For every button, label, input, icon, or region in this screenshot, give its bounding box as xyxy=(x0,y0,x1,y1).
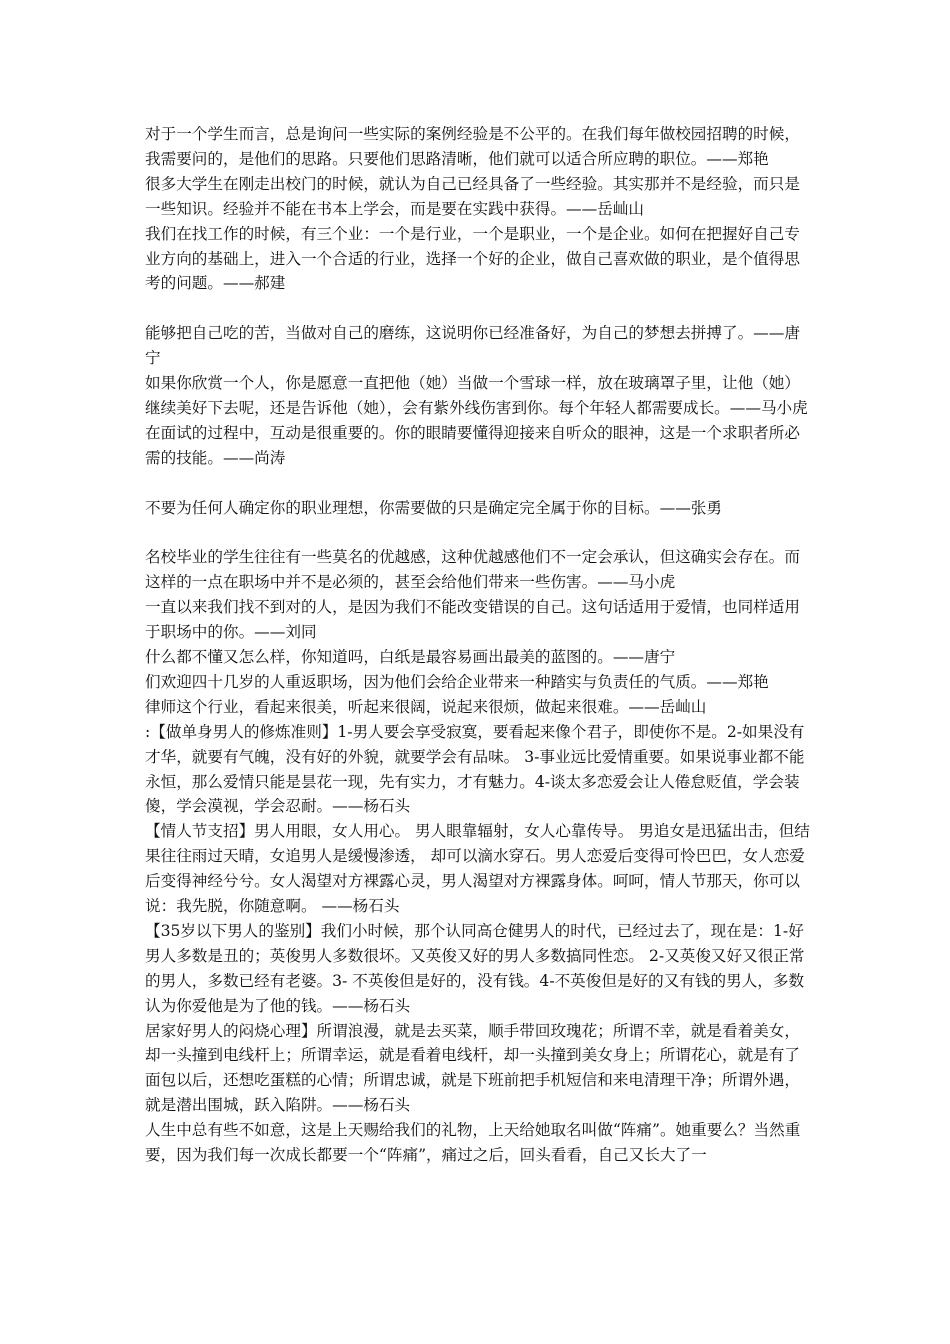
paragraph: 人生中总有些不如意，这是上天赐给我们的礼物，上天给她取名叫做“阵痛”。她重要么？当然重要，因为我们每一次成长都要一个“阵痛”，痛过之后，回头看看，自己又长大了一 xyxy=(145,1121,801,1165)
blank-line xyxy=(145,471,813,496)
paragraph: 很多大学生在刚走出校门的时候，就认为自己已经具备了一些经验。其实那并不是经验，而只是一些知识。经验并不能在书本上学会，而是要在实践中获得。——岳屾山 xyxy=(145,174,800,218)
paragraph: 律师这个行业，看起来很美，听起来很阔，说起来很烦，做起来很难。——岳屾山 xyxy=(145,697,707,716)
paragraph: 【35岁以下男人的鉴别】我们小时候，那个认同高仓健男人的时代，已经过去了，现在是：1-好男人多数是丑的；英俊男人多数很坏。又英俊又好的男人多数搞同性恋。 2-又英俊又好又很正常的男人，多数已经有老婆。3- 不英俊但是好的，没有钱。4-不英俊但是好的又有钱的男人，多数认为你爱他是为了他的钱。——杨石头 xyxy=(145,921,805,1015)
paragraph: 在面试的过程中，互动是很重要的。你的眼睛要懂得迎接来自听众的眼神，这是一个求职者所必需的技能。——尚涛 xyxy=(145,423,800,467)
paragraph: 不要为任何人确定你的职业理想，你需要做的只是确定完全属于你的目标。——张勇 xyxy=(145,498,722,517)
paragraph: 【情人节支招】男人用眼，女人用心。 男人眼靠辐射，女人心靠传导。 男追女是迅猛出击，但结果往往雨过天晴，女追男人是缓慢渗透， 却可以滴水穿石。男人恋爱后变得可怜巴巴，女人恋爱后变得神经兮兮。女人渴望对方裸露心灵，男人渴望对方裸露身体。呵呵，情人节那天，你可以说：我先脱，你随意啊。 ——杨石头 xyxy=(145,822,810,916)
paragraph: 什么都不懂又怎么样，你知道吗，白纸是最容易画出最美的蓝图的。——唐宁 xyxy=(145,647,676,666)
blank-line xyxy=(145,520,813,545)
document-body xyxy=(145,122,813,1168)
paragraph: 名校毕业的学生往往有一些莫名的优越感，这种优越感他们不一定会承认，但这确实会存在。而这样的一点在职场中并不是必须的，甚至会给他们带来一些伤害。——马小虎 xyxy=(145,548,800,592)
paragraph: :【做单身男人的修炼准则】1-男人要会享受寂寞，要看起来像个君子，即使你不是。2-如果没有才华，就要有气魄，没有好的外貌，就要学会有品味。 3-事业远比爱情重要。如果说事业都不能永恒，那么爱情只能是昙花一现，先有实力，才有魅力。4-谈太多恋爱会让人倦怠贬值，学会装傻，学会漠视，学会忍耐。——杨石头 xyxy=(145,722,805,816)
paragraph: 对于一个学生而言，总是询问一些实际的案例经验是不公平的。在我们每年做校园招聘的时候，我需要问的，是他们的思路。只要他们思路清晰，他们就可以适合所应聘的职位。——郑艳 xyxy=(145,125,800,168)
paragraph: 一直以来我们找不到对的人，是因为我们不能改变错误的自己。这句话适用于爱情，也同样适用于职场中的你。——刘同 xyxy=(145,598,800,642)
paragraph: 们欢迎四十几岁的人重返职场，因为他们会给企业带来一种踏实与负责任的气质。——郑艳 xyxy=(145,672,769,691)
paragraph: 能够把自己吃的苦，当做对自己的磨练，这说明你已经准备好，为自己的梦想去拼搏了。——唐宁 xyxy=(145,324,800,368)
paragraph: 居家好男人的闷烧心理】所谓浪漫，就是去买菜，顺手带回玫瑰花；所谓不幸，就是看着美女，却一头撞到电线杆上；所谓幸运，就是看着电线杆，却一头撞到美女身上；所谓花心，就是有了面包以后，还想吃蛋糕的心情；所谓忠诚，就是下班前把手机短信和来电清理干净；所谓外遇，就是潜出围城，跃入陷阱。——杨石头 xyxy=(145,1021,800,1115)
paragraph: 我们在找工作的时候，有三个业：一个是行业，一个是职业，一个是企业。如何在把握好自己专业方向的基础上，进入一个合适的行业，选择一个好的企业，做自己喜欢做的职业，是个值得思考的问题。——郝建 xyxy=(145,224,800,293)
paragraph: 如果你欣赏一个人，你是愿意一直把他（她）当做一个雪球一样，放在玻璃罩子里，让他（她）继续美好下去呢，还是告诉他（她），会有紫外线伤害到你。每个年轻人都需要成长。——马小虎 xyxy=(145,374,808,417)
blank-line xyxy=(145,296,813,321)
